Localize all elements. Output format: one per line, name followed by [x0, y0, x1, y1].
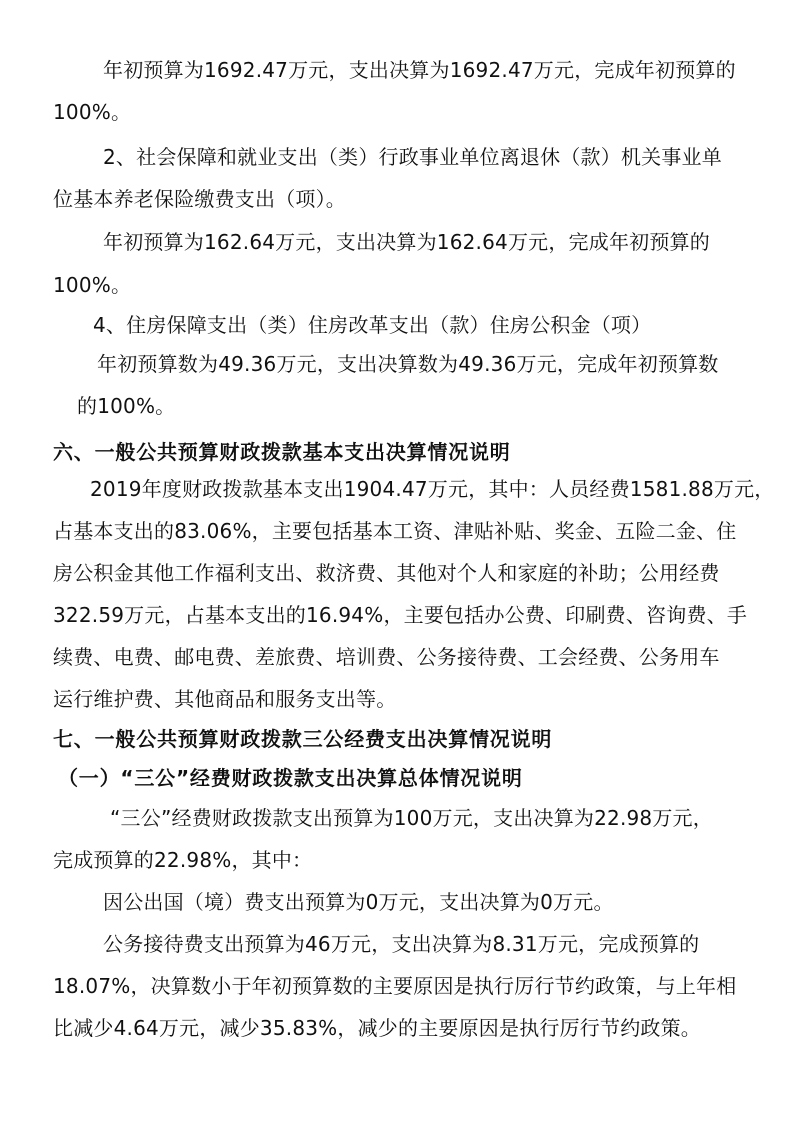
text-line: 年初预算数为49.36万元，支出决算数为49.36万元，完成年初预算数: [97, 352, 719, 376]
text-line: 完成预算的22.98%，其中：: [53, 848, 313, 872]
text-line: 年初预算为162.64万元，支出决算为162.64万元，完成年初预算的: [103, 230, 710, 254]
text-line: 公务接待费支出预算为46万元，支出决算为8.31万元，完成预算的: [103, 932, 700, 956]
text-line: “三公”经费财政拨款支出预算为100万元，支出决算为22.98万元，: [110, 806, 713, 830]
text-line: 房公积金其他工作福利支出、救济费、其他对个人和家庭的补助；公用经费: [53, 561, 720, 585]
text-line: 因公出国（境）费支出预算为0万元，支出决算为0万元。: [103, 890, 614, 914]
text-line: 位基本养老保险缴费支出（项）。: [53, 187, 346, 211]
text-line: 运行维护费、其他商品和服务支出等。: [53, 687, 397, 711]
text-line: 续费、电费、邮电费、差旅费、培训费、公务接待费、工会经费、公务用车: [53, 645, 720, 669]
text-line: 2019年度财政拨款基本支出1904.47万元，其中：人员经费1581.88万元，: [90, 477, 775, 501]
subsection-heading: （一）“三公”经费财政拨款支出决算总体情况说明: [58, 766, 523, 790]
text-line: 18.07%，决算数小于年初预算数的主要原因是执行厉行节约政策，与上年相: [53, 974, 737, 998]
text-line: 100%。: [53, 273, 132, 297]
text-line: 4、住房保障支出（类）住房改革支出（款）住房公积金（项）: [93, 313, 652, 337]
section-heading: 六、一般公共预算财政拨款基本支出决算情况说明: [53, 440, 511, 464]
text-line: 2、社会保障和就业支出（类）行政事业单位离退休（款）机关事业单: [103, 145, 722, 169]
text-line: 比减少4.64万元，减少35.83%，减少的主要原因是执行厉行节约政策。: [53, 1016, 701, 1040]
text-line: 100%。: [53, 100, 132, 124]
text-line: 322.59万元，占基本支出的16.94%，主要包括办公费、印刷费、咨询费、手: [53, 603, 748, 627]
text-line: 年初预算为1692.47万元，支出决算为1692.47万元，完成年初预算的: [103, 58, 736, 82]
text-line: 占基本支出的83.06%，主要包括基本工资、津贴补贴、奖金、五险二金、住: [53, 519, 737, 543]
text-line: 的100%。: [77, 394, 176, 418]
section-heading: 七、一般公共预算财政拨款三公经费支出决算情况说明: [53, 727, 553, 751]
